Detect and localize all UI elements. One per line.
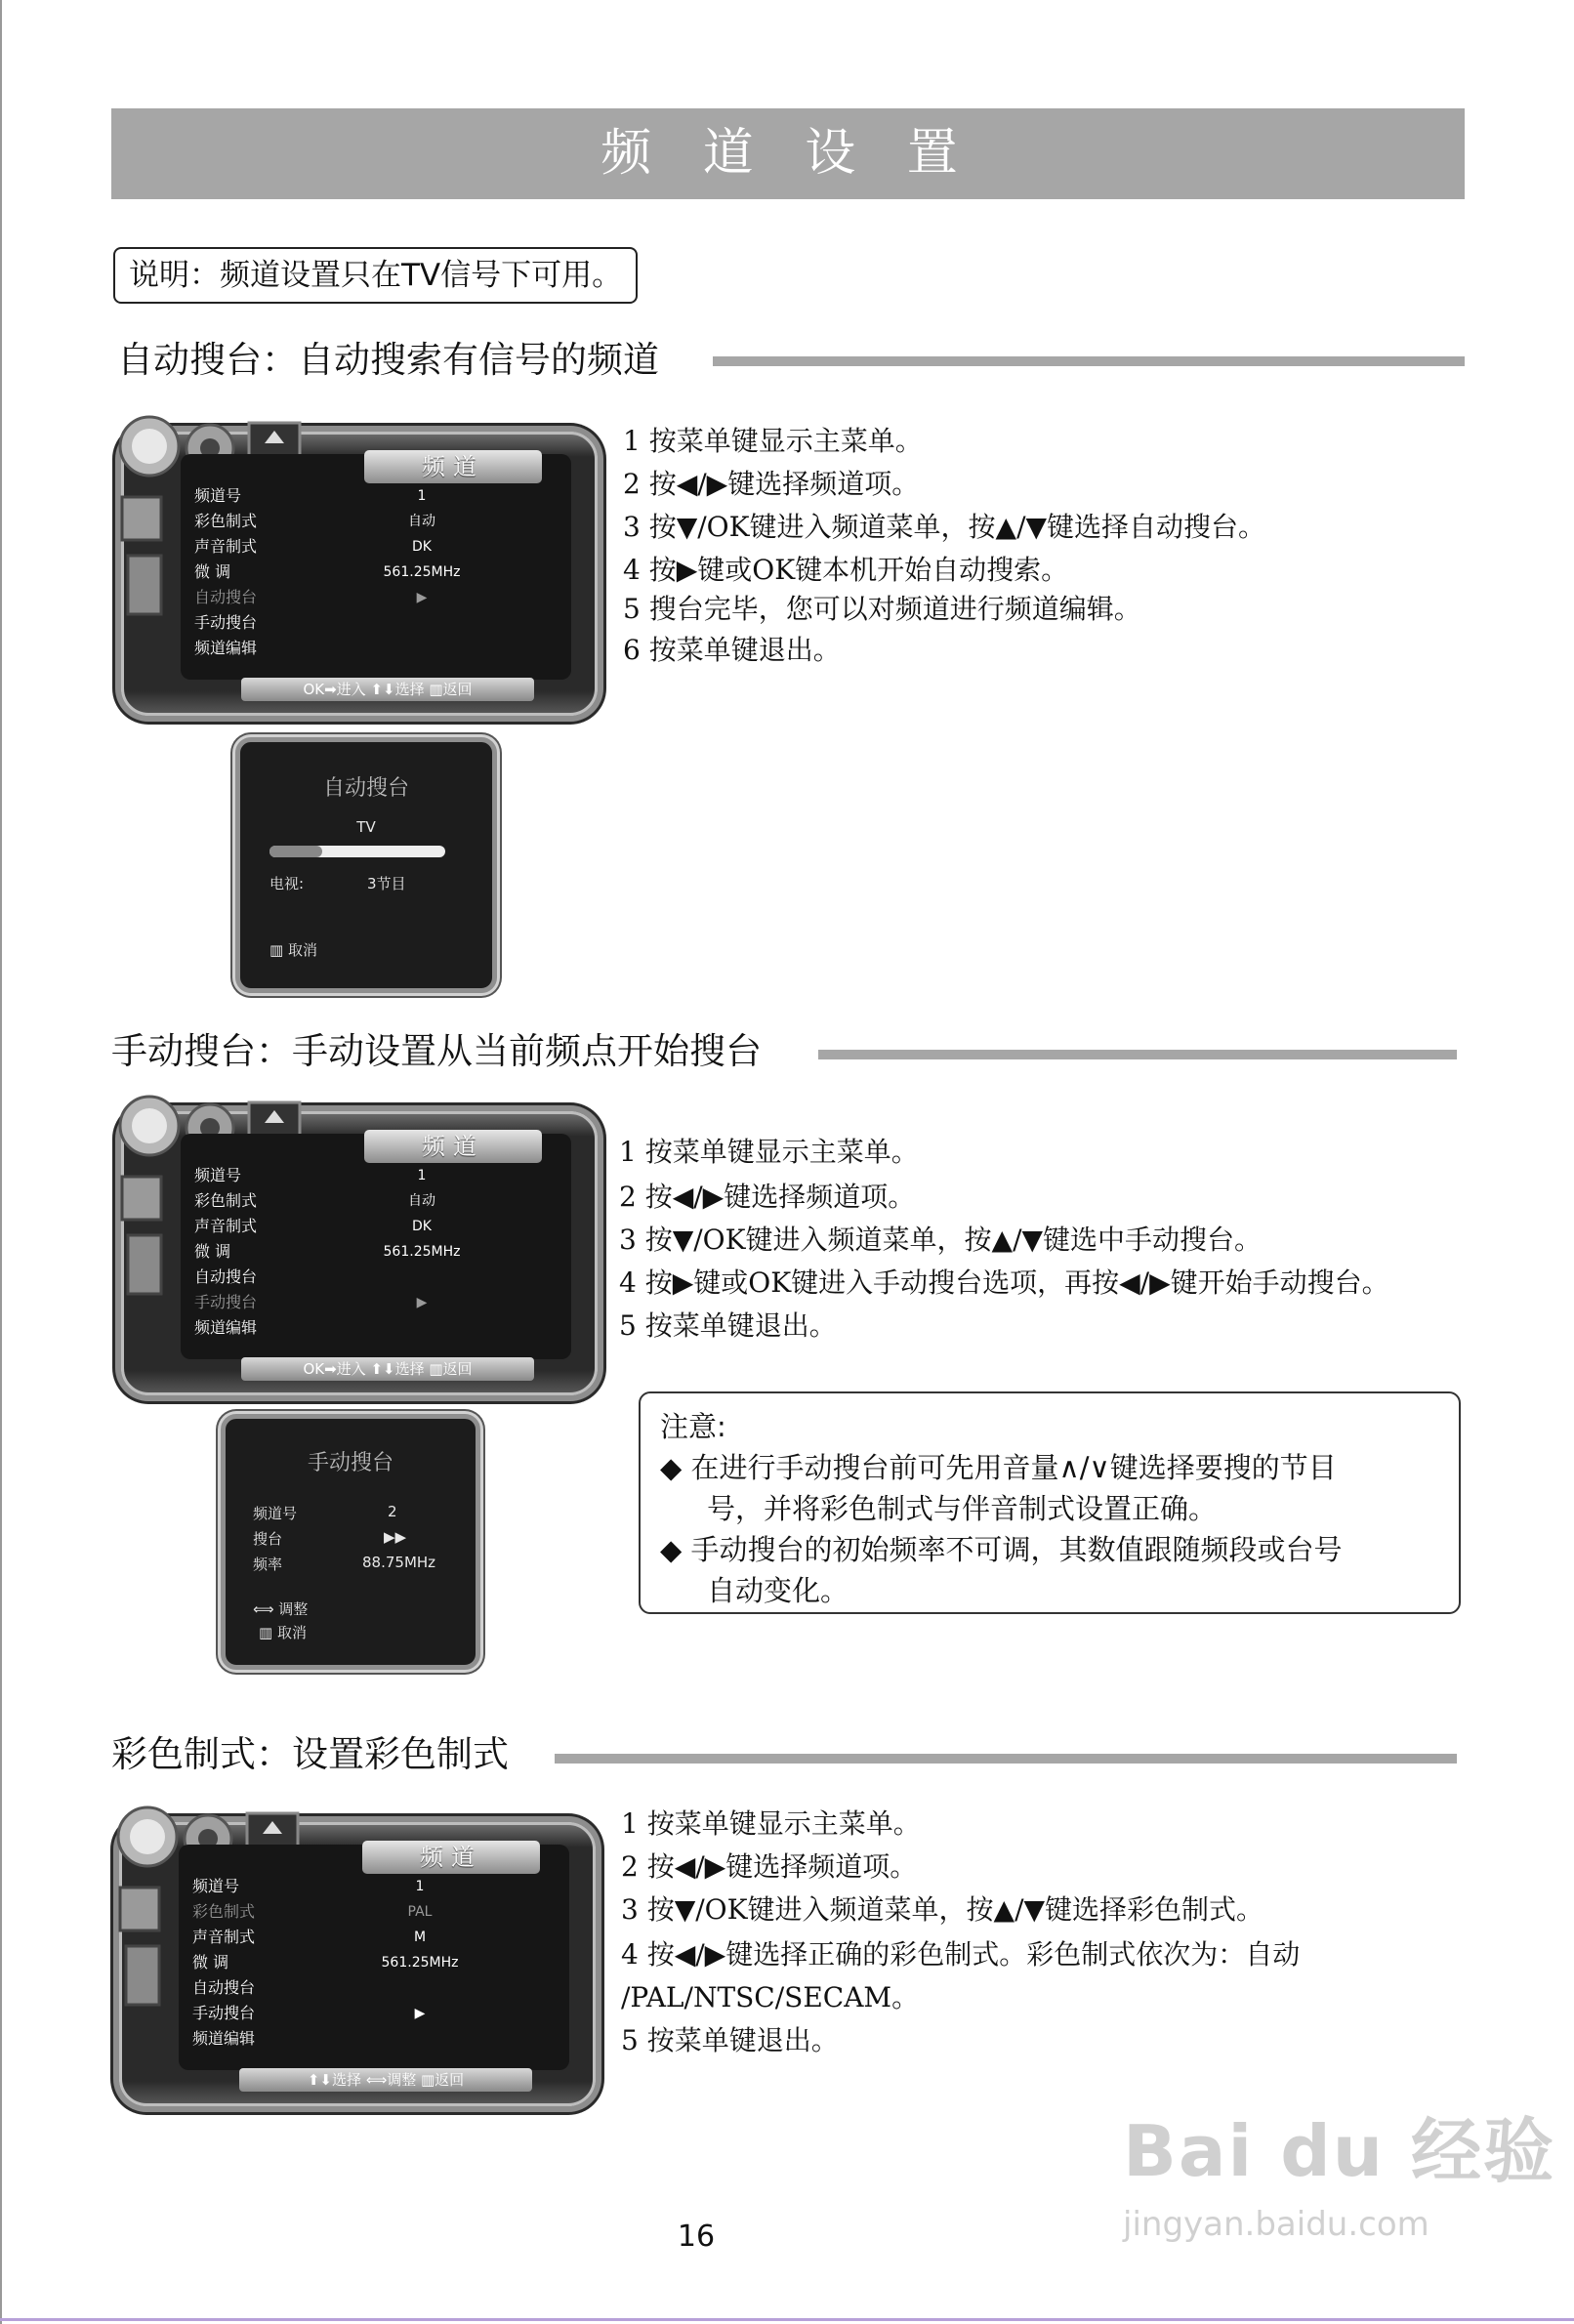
status-label: 电视: — [269, 875, 305, 892]
menu-row: 频道号 1 — [194, 1166, 427, 1184]
menu-row: 频道号 1 — [194, 486, 427, 505]
step-item: 6 按菜单键退出。 — [623, 634, 841, 666]
dialog-row-value: 2 — [388, 1503, 397, 1520]
menu-footer-hints: ⬆⬇选择 ⟺调整 ▥返回 — [239, 2068, 532, 2092]
notice-heading: 注意: — [660, 1410, 726, 1443]
manual-search-heading: 手动搜台：手动设置从当前频点开始搜台 — [111, 1030, 762, 1072]
manual-search-dialog — [221, 1414, 480, 1670]
menu-row: 频道编辑 — [192, 2029, 256, 2048]
step-item: 3 按▼/OK键进入频道菜单，按▲/▼键选择彩色制式。 — [621, 1893, 1264, 1926]
step-item: 2 按◀/▶键选择频道项。 — [621, 1850, 918, 1883]
section-rule — [818, 1050, 1457, 1059]
dialog-row-value: ▶▶ — [384, 1528, 407, 1546]
section-rule — [713, 356, 1465, 366]
step-item: 1 按菜单键显示主菜单。 — [619, 1136, 919, 1168]
watermark-url: jingyan.baidu.com — [1123, 2205, 1429, 2244]
menu-row: 微 调 561.25MHz — [192, 1953, 459, 1971]
usage-note: 说明：频道设置只在TV信号下可用。 — [113, 247, 638, 304]
menu-row: 彩色制式 自动 — [194, 1191, 435, 1210]
step-item: 1 按菜单键显示主菜单。 — [623, 425, 923, 457]
auto-search-heading: 自动搜台：自动搜索有信号的频道 — [117, 339, 659, 381]
menu-row: 微 调 561.25MHz — [194, 562, 461, 581]
notice-item: 自动变化。 — [707, 1574, 849, 1607]
menu-row: 频道号 1 — [192, 1877, 425, 1895]
search-progress-bar — [269, 846, 445, 857]
menu-row: 手动搜台 ▶ — [192, 2004, 426, 2022]
watermark-logo: Bai du 经验 — [1123, 2110, 1556, 2192]
menu-footer-hints: OK➡进入 ⬆⬇选择 ▥返回 — [241, 678, 534, 701]
step-item: 4 按▶键或OK键本机开始自动搜索。 — [623, 554, 1069, 586]
dialog-row-label: 频道号 — [253, 1505, 298, 1522]
search-progress-fill — [269, 846, 322, 857]
menu-row: 声音制式 M — [192, 1928, 427, 1946]
step-item: 5 按菜单键退出。 — [619, 1309, 837, 1342]
menu-row-selected: 自动搜台 ▶ — [194, 588, 428, 606]
menu-row-selected: 手动搜台 ▶ — [194, 1293, 428, 1311]
menu-title: 频道 — [362, 1841, 540, 1874]
step-item: 5 搜台完毕，您可以对频道进行频道编辑。 — [623, 593, 1141, 625]
menu-row: 声音制式 DK — [194, 537, 432, 556]
channel-menu-color — [119, 1822, 596, 2106]
menu-row: 彩色制式 自动 — [194, 512, 435, 530]
auto-search-dialog — [235, 737, 497, 993]
cancel-hint: ▥ 取消 — [269, 941, 317, 959]
page-number: 16 — [677, 2220, 716, 2254]
step-item: 5 按菜单键退出。 — [621, 2024, 839, 2056]
channel-menu-manual — [121, 1111, 598, 1395]
menu-row: 自动搜台 — [194, 1267, 258, 1286]
color-system-heading: 彩色制式：设置彩色制式 — [111, 1733, 509, 1775]
step-item: 4 按▶键或OK键进入手动搜台选项，再按◀/▶键开始手动搜台。 — [619, 1266, 1389, 1299]
notice-item: ◆ 在进行手动搜台前可先用音量∧/∨键选择要搜的节目 — [660, 1451, 1337, 1484]
step-item: 2 按◀/▶键选择频道项。 — [623, 468, 920, 500]
step-item: 3 按▼/OK键进入频道菜单，按▲/▼键选择自动搜台。 — [623, 511, 1266, 543]
page-title-banner: 频 道 设 置 — [111, 108, 1465, 199]
menu-row-selected: 彩色制式 PAL — [192, 1902, 433, 1921]
adjust-hint: ⟺ 调整 — [253, 1600, 309, 1618]
section-rule — [555, 1754, 1457, 1764]
step-item: 1 按菜单键显示主菜单。 — [621, 1807, 921, 1840]
menu-row: 频道编辑 — [194, 1318, 258, 1337]
notice-item: ◆ 手动搜台的初始频率不可调，其数值跟随频段或台号 — [660, 1533, 1343, 1566]
menu-row: 手动搜台 — [194, 613, 258, 632]
dialog-row-label: 搜台 — [253, 1530, 283, 1548]
menu-title: 频道 — [364, 450, 542, 483]
status-value: 3节目 — [367, 875, 406, 892]
cancel-hint: ▥ 取消 — [259, 1624, 307, 1641]
page-bottom-rule — [0, 2318, 1574, 2321]
dialog-title: 手动搜台 — [307, 1451, 394, 1475]
step-item: 2 按◀/▶键选择频道项。 — [619, 1181, 916, 1213]
step-item: /PAL/NTSC/SECAM。 — [621, 1981, 920, 2013]
dialog-row-value: 88.75MHz — [362, 1554, 436, 1571]
menu-title: 频道 — [364, 1130, 542, 1163]
menu-footer-hints: OK➡进入 ⬆⬇选择 ▥返回 — [241, 1357, 534, 1381]
menu-row: 频道编辑 — [194, 639, 258, 657]
step-item: 3 按▼/OK键进入频道菜单，按▲/▼键选中手动搜台。 — [619, 1224, 1263, 1256]
notice-item: 号，并将彩色制式与伴音制式设置正确。 — [707, 1492, 1218, 1525]
dialog-row-label: 频率 — [253, 1556, 283, 1573]
page-left-edge — [0, 0, 2, 2324]
channel-menu-auto — [121, 432, 598, 716]
menu-row: 微 调 561.25MHz — [194, 1242, 461, 1261]
notice-box — [639, 1391, 1461, 1614]
menu-row: 自动搜台 — [192, 1978, 256, 1997]
step-item: 4 按◀/▶键选择正确的彩色制式。彩色制式依次为：自动 — [621, 1938, 1301, 1971]
dialog-title: 自动搜台 — [322, 776, 409, 801]
menu-row: 声音制式 DK — [194, 1217, 432, 1235]
dialog-source: TV — [356, 818, 376, 836]
